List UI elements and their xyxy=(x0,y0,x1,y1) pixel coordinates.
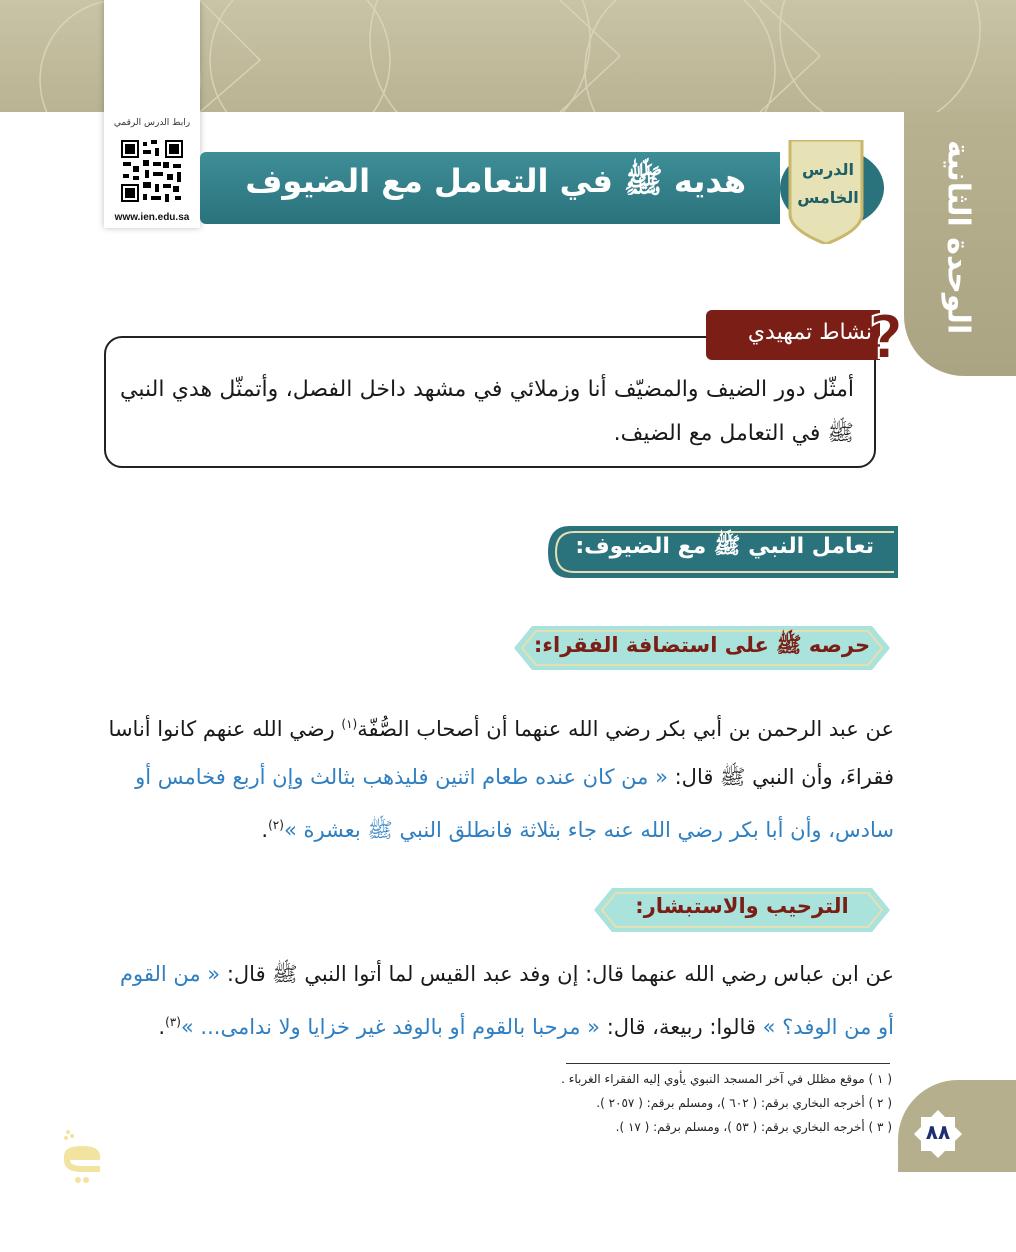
subheading-1-text: حرصه ﷺ على استضافة الفقراء: xyxy=(533,633,871,657)
hadith-quote-2b: « مرحبا بالقوم أو بالوفد غير خزايا ولا ندامى... » xyxy=(180,1015,601,1039)
qr-code-icon[interactable] xyxy=(119,138,185,204)
page-number xyxy=(912,1108,964,1160)
qr-label: رابط الدرس الرقمي xyxy=(113,118,191,128)
lesson-badge-text xyxy=(772,156,884,212)
paragraph-1-intro2: رضي الله عنهم كانوا أناسا فقراءَ، وأن النبي ﷺ قال: xyxy=(108,717,894,789)
activity-tab-label: نشاط تمهيدي xyxy=(747,320,872,345)
qr-url[interactable]: www.ien.edu.sa xyxy=(114,212,190,223)
paragraph-1 xyxy=(104,700,894,854)
paragraph-2 xyxy=(104,950,894,1051)
footnote-2: ( ٢ ) أخرجه البخاري برقم: ( ٦٠٢ )، ومسلم برقم: ( ٢٠٥٧ ). xyxy=(596,1096,892,1110)
lesson-title: هديه ﷺ في التعامل مع الضيوف xyxy=(245,162,746,200)
subheading-2-text: الترحيب والاستبشار: xyxy=(635,894,849,918)
publisher-logo-icon xyxy=(58,1126,106,1186)
hadith-quote-2a: « من القوم أو من الوفد؟ » xyxy=(120,962,894,1039)
footnote-divider xyxy=(566,1063,890,1064)
paragraph-2-intro: عن ابن عباس رضي الله عنهما قال: إن وفد عبد القيس لما أتوا النبي ﷺ قال: xyxy=(226,962,894,986)
footnote-mark-3[interactable]: (٣) xyxy=(165,1015,181,1029)
paragraph-2-mid: قالوا: ربيعة، قال: xyxy=(606,1015,756,1039)
lesson-badge-line2: الخامس xyxy=(797,188,859,207)
footnote-3: ( ٣ ) أخرجه البخاري برقم: ( ٥٣ )، ومسلم برقم: ( ١٧ ). xyxy=(615,1120,892,1134)
footnote-mark-1[interactable]: (١) xyxy=(341,717,358,731)
subheading-1 xyxy=(514,626,890,670)
paragraph-1-end: . xyxy=(261,818,269,842)
paragraph-2-end: . xyxy=(158,1015,166,1039)
section-heading xyxy=(548,526,898,578)
paragraph-1-intro: عن عبد الرحمن بن أبي بكر رضي الله عنهما أن أصحاب الصُّفّة xyxy=(357,717,894,741)
hadith-quote-1: « من كان عنده طعام اثنين فليذهب بثالث وإن أربع فخامس أو سادس، وأن أبا بكر رضي الله عنه جاء بثلاثة فانطلق النبي ﷺ بعشرة » xyxy=(135,765,894,842)
activity-tab xyxy=(706,310,880,360)
unit-title-text: الوحدة الثانية xyxy=(940,139,976,335)
lesson-badge xyxy=(772,140,884,244)
qr-card[interactable] xyxy=(104,0,200,228)
section-heading-text: تعامل النبي ﷺ مع الضيوف: xyxy=(575,534,874,559)
page-number-text: ٨٨ xyxy=(925,1120,951,1144)
unit-title xyxy=(908,112,1008,362)
footnote-1: ( ١ ) موقع مظلل في آخر المسجد النبوي يأوي إليه الفقراء الغرباء . xyxy=(561,1072,892,1086)
svg-text:?: ? xyxy=(868,304,904,368)
lesson-badge-line1: الدرس xyxy=(801,160,855,179)
activity-text: أمثّل دور الضيف والمضيّف أنا وزملائي في مشهد داخل الفصل، وأتمثّل هدي النبي ﷺ في التعامل مع الضيف. xyxy=(120,377,854,446)
question-mark-icon xyxy=(868,304,904,368)
lesson-title-bar xyxy=(200,152,780,224)
unit-side-panel xyxy=(904,112,1016,376)
subheading-2 xyxy=(594,888,890,932)
footnote-mark-2[interactable]: (٢) xyxy=(268,818,284,832)
